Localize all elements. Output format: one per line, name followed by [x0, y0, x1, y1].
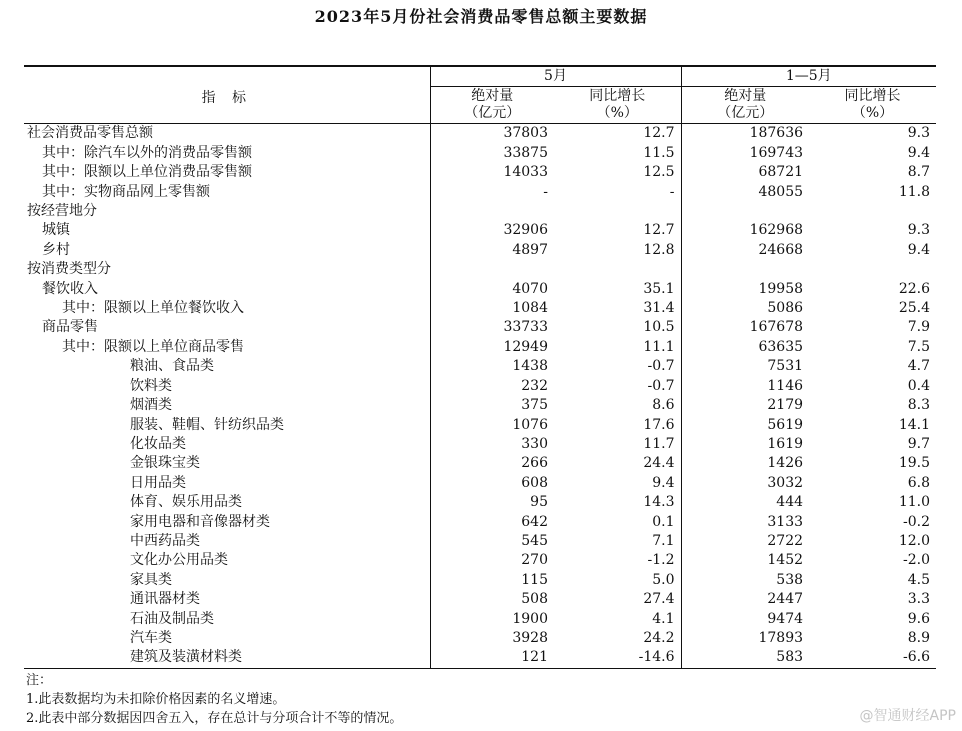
table-row [24, 474, 936, 493]
month-yoy-cell: 5.0 [554, 571, 681, 590]
ytd-yoy-cell: -6.6 [809, 648, 936, 668]
month-abs-cell: 95 [530, 494, 548, 511]
row-name: 其中：限额以上单位商品零售 [24, 338, 430, 357]
row-name: 粮油、食品类 [24, 357, 430, 376]
ytd-yoy-cell: 7.9 [907, 319, 931, 336]
ytd-yoy-cell: 3.3 [907, 591, 931, 608]
month-abs-cell: 32906 [503, 222, 548, 239]
ytd-yoy-header: 同比增长 （%） [809, 87, 936, 124]
month-abs-header: 绝对量 （亿元） [430, 87, 554, 124]
ytd-abs-cell: 68721 [758, 164, 804, 181]
month-yoy-cell: 11.7 [554, 435, 681, 454]
indicator-header: 指 标 [24, 66, 430, 124]
ytd-abs-header: 绝对量 （亿元） [681, 87, 809, 124]
month-abs-cell: 508 [521, 591, 548, 608]
ytd-yoy-cell: 19.5 [898, 455, 931, 472]
ytd-yoy-cell: 22.6 [898, 280, 931, 297]
row-name: 餐饮收入 [24, 280, 430, 299]
row-name: 金银珠宝类 [24, 454, 430, 473]
row-name: 饮料类 [24, 377, 430, 396]
table-row [24, 571, 936, 590]
table-row [24, 357, 936, 376]
ytd-abs-cell: 19958 [758, 280, 804, 297]
row-name: 城镇 [24, 221, 430, 240]
ytd-yoy-cell: 6.8 [907, 474, 931, 491]
month-abs-cell: 266 [521, 455, 548, 472]
month-abs-cell: 37803 [503, 125, 548, 142]
month-yoy-cell: 35.1 [554, 280, 681, 299]
month-abs-cell: 14033 [503, 164, 548, 181]
ytd-abs-cell: 24668 [758, 241, 804, 258]
month-abs-cell: 608 [521, 474, 548, 491]
row-name: 社会消费品零售总额 [24, 124, 430, 144]
month-abs-cell: 121 [430, 648, 554, 668]
table-row [24, 551, 936, 570]
row-name: 家用电器和音像器材类 [24, 513, 430, 532]
month-yoy-cell: 12.7 [554, 221, 681, 240]
month-yoy-cell: 14.3 [554, 493, 681, 512]
month-yoy-cell: 17.6 [554, 416, 681, 435]
month-abs-cell: 1438 [512, 358, 548, 375]
row-name: 按消费类型分 [24, 260, 430, 279]
ytd-abs-cell: 583 [681, 648, 809, 668]
month-header: 5月 [430, 66, 681, 87]
month-yoy-cell: 11.1 [554, 338, 681, 357]
table-row [24, 144, 936, 163]
table-row [24, 221, 936, 240]
ytd-yoy-cell: 7.5 [907, 338, 931, 355]
row-name: 日用品类 [24, 474, 430, 493]
ytd-yoy-cell: -2.0 [903, 552, 931, 569]
ytd-yoy-cell: 8.9 [907, 629, 931, 646]
table-row [24, 260, 936, 279]
ytd-abs-cell: 7531 [767, 358, 804, 375]
ytd-abs-cell: 9474 [767, 610, 804, 627]
table-row [24, 513, 936, 532]
row-name: 中西药品类 [24, 532, 430, 551]
ytd-abs-cell: 1146 [767, 377, 804, 394]
ytd-abs-cell: 1426 [767, 455, 804, 472]
month-abs-cell: 1076 [512, 416, 548, 433]
ytd-abs-cell: 2722 [767, 532, 804, 549]
month-yoy-cell: 24.2 [554, 629, 681, 648]
ytd-abs-cell: 2179 [767, 397, 804, 414]
month-yoy-cell: 0.1 [554, 513, 681, 532]
row-name: 化妆品类 [24, 435, 430, 454]
ytd-yoy-cell: 9.3 [907, 222, 931, 239]
row-name: 服装、鞋帽、针纺织品类 [24, 416, 430, 435]
ytd-yoy-cell [809, 260, 936, 279]
month-yoy-cell: 11.5 [554, 144, 681, 163]
row-name: 石油及制品类 [24, 610, 430, 629]
table-row [24, 493, 936, 512]
month-yoy-cell: 12.5 [554, 163, 681, 182]
month-yoy-cell: 31.4 [554, 299, 681, 318]
ytd-yoy-cell: 8.3 [907, 397, 931, 414]
month-yoy-cell: -1.2 [554, 551, 681, 570]
ytd-abs-cell: 162968 [749, 222, 804, 239]
month-yoy-cell [554, 202, 681, 221]
table-row [24, 416, 936, 435]
month-abs-cell: 330 [521, 435, 548, 452]
ytd-yoy-cell: 14.1 [898, 416, 931, 433]
ytd-abs-cell: 2447 [767, 591, 804, 608]
ytd-abs-cell: 3133 [767, 513, 804, 530]
month-abs-cell [430, 260, 554, 279]
month-yoy-cell: 27.4 [554, 590, 681, 609]
table-row [24, 124, 936, 144]
month-yoy-cell: -0.7 [554, 377, 681, 396]
row-name: 汽车类 [24, 629, 430, 648]
month-abs-cell: 545 [521, 532, 548, 549]
month-abs-cell: 375 [521, 397, 548, 414]
table-row [24, 241, 936, 260]
ytd-abs-cell: 1452 [767, 552, 804, 569]
row-name: 其中：实物商品网上零售额 [24, 183, 430, 202]
ytd-yoy-cell: 9.7 [907, 435, 931, 452]
month-abs-cell: 232 [521, 377, 548, 394]
month-yoy-header: 同比增长 （%） [554, 87, 681, 124]
month-abs-cell: 12949 [503, 338, 548, 355]
ytd-yoy-cell: 9.6 [907, 610, 931, 627]
ytd-abs-cell: 1619 [767, 435, 804, 452]
table-row [24, 163, 936, 182]
watermark: @智通财经APP [859, 708, 956, 724]
month-yoy-cell: - [554, 183, 681, 202]
row-name: 其中：限额以上单位消费品零售额 [24, 163, 430, 182]
table-row [24, 183, 936, 202]
table-row [24, 377, 936, 396]
ytd-yoy-cell: 11.0 [898, 494, 931, 511]
month-yoy-cell: 7.1 [554, 532, 681, 551]
table-row [24, 202, 936, 221]
row-name: 按经营地分 [24, 202, 430, 221]
month-abs-cell: 33875 [503, 144, 548, 161]
ytd-yoy-cell [809, 202, 936, 221]
month-yoy-cell: 9.4 [554, 474, 681, 493]
month-yoy-cell: 10.5 [554, 318, 681, 337]
month-yoy-cell: 4.1 [554, 610, 681, 629]
month-yoy-cell: 12.7 [554, 124, 681, 144]
row-name: 文化办公用品类 [24, 551, 430, 570]
month-abs-cell: 33733 [503, 319, 548, 336]
ytd-yoy-cell: 12.0 [898, 532, 931, 549]
ytd-abs-cell: 63635 [758, 338, 804, 355]
table-row [24, 648, 936, 668]
row-name: 烟酒类 [24, 396, 430, 415]
month-abs-cell: 1084 [512, 300, 548, 317]
month-yoy-cell: 8.6 [554, 396, 681, 415]
ytd-yoy-cell: 9.4 [907, 144, 931, 161]
notes-label: 注： [26, 673, 53, 688]
ytd-abs-cell: 444 [776, 494, 804, 511]
ytd-abs-cell [681, 260, 809, 279]
ytd-abs-cell: 5086 [767, 300, 804, 317]
month-yoy-cell [554, 260, 681, 279]
ytd-abs-cell: 3032 [767, 474, 804, 491]
ytd-abs-cell: 48055 [758, 183, 804, 200]
table-row [24, 629, 936, 648]
table-row [24, 396, 936, 415]
ytd-abs-cell: 17893 [758, 629, 804, 646]
ytd-yoy-cell: 4.5 [907, 571, 931, 588]
month-abs-cell [430, 202, 554, 221]
table-row [24, 280, 936, 299]
ytd-abs-cell: 169743 [749, 144, 804, 161]
row-name: 其中：限额以上单位餐饮收入 [24, 299, 430, 318]
row-name: 乡村 [24, 241, 430, 260]
note-line-2: 2.此表中部分数据因四舍五入，存在总计与分项合计不等的情况。 [26, 711, 403, 726]
ytd-abs-cell: 538 [776, 571, 804, 588]
month-abs-cell: 642 [521, 513, 548, 530]
ytd-abs-cell: 5619 [767, 416, 804, 433]
table-body [24, 124, 936, 668]
ytd-yoy-cell: -0.2 [903, 513, 931, 530]
table-row [24, 318, 936, 337]
table-row [24, 435, 936, 454]
ytd-yoy-cell: 9.3 [907, 125, 931, 142]
month-yoy-cell: 12.8 [554, 241, 681, 260]
ytd-abs-cell: 187636 [749, 125, 804, 142]
month-abs-cell: 1900 [512, 610, 548, 627]
ytd-yoy-cell: 8.7 [907, 164, 931, 181]
table-row [24, 610, 936, 629]
data-table [24, 65, 936, 669]
month-abs-cell: 115 [521, 571, 548, 588]
month-abs-cell: 3928 [512, 629, 548, 646]
table-row [24, 299, 936, 318]
ytd-yoy-cell: 25.4 [898, 300, 931, 317]
row-name: 建筑及装潢材料类 [24, 648, 430, 668]
ytd-header: 1—5月 [681, 66, 936, 87]
table-row [24, 454, 936, 473]
row-name: 体育、娱乐用品类 [24, 493, 430, 512]
row-name: 商品零售 [24, 318, 430, 337]
month-yoy-cell: 24.4 [554, 454, 681, 473]
month-yoy-cell: -0.7 [554, 357, 681, 376]
month-abs-cell: 270 [521, 552, 548, 569]
table-row [24, 590, 936, 609]
ytd-abs-cell: 167678 [749, 319, 804, 336]
row-name: 家具类 [24, 571, 430, 590]
table-row [24, 338, 936, 357]
row-name: 通讯器材类 [24, 590, 430, 609]
table-row [24, 532, 936, 551]
month-abs-cell: 4897 [512, 241, 548, 258]
page-title: 2023年5月份社会消费品零售总额主要数据 [314, 7, 648, 26]
ytd-abs-cell [681, 202, 809, 221]
notes [26, 671, 402, 728]
ytd-yoy-cell: 4.7 [907, 358, 931, 375]
month-yoy-cell: -14.6 [554, 648, 681, 668]
ytd-yoy-cell: 11.8 [898, 183, 931, 200]
row-name: 其中：除汽车以外的消费品零售额 [24, 144, 430, 163]
ytd-yoy-cell: 9.4 [907, 241, 931, 258]
note-line-1: 1.此表数据均为未扣除价格因素的名义增速。 [26, 692, 286, 707]
month-abs-cell: 4070 [512, 280, 548, 297]
ytd-yoy-cell: 0.4 [907, 377, 931, 394]
month-abs-cell: - [543, 183, 548, 200]
